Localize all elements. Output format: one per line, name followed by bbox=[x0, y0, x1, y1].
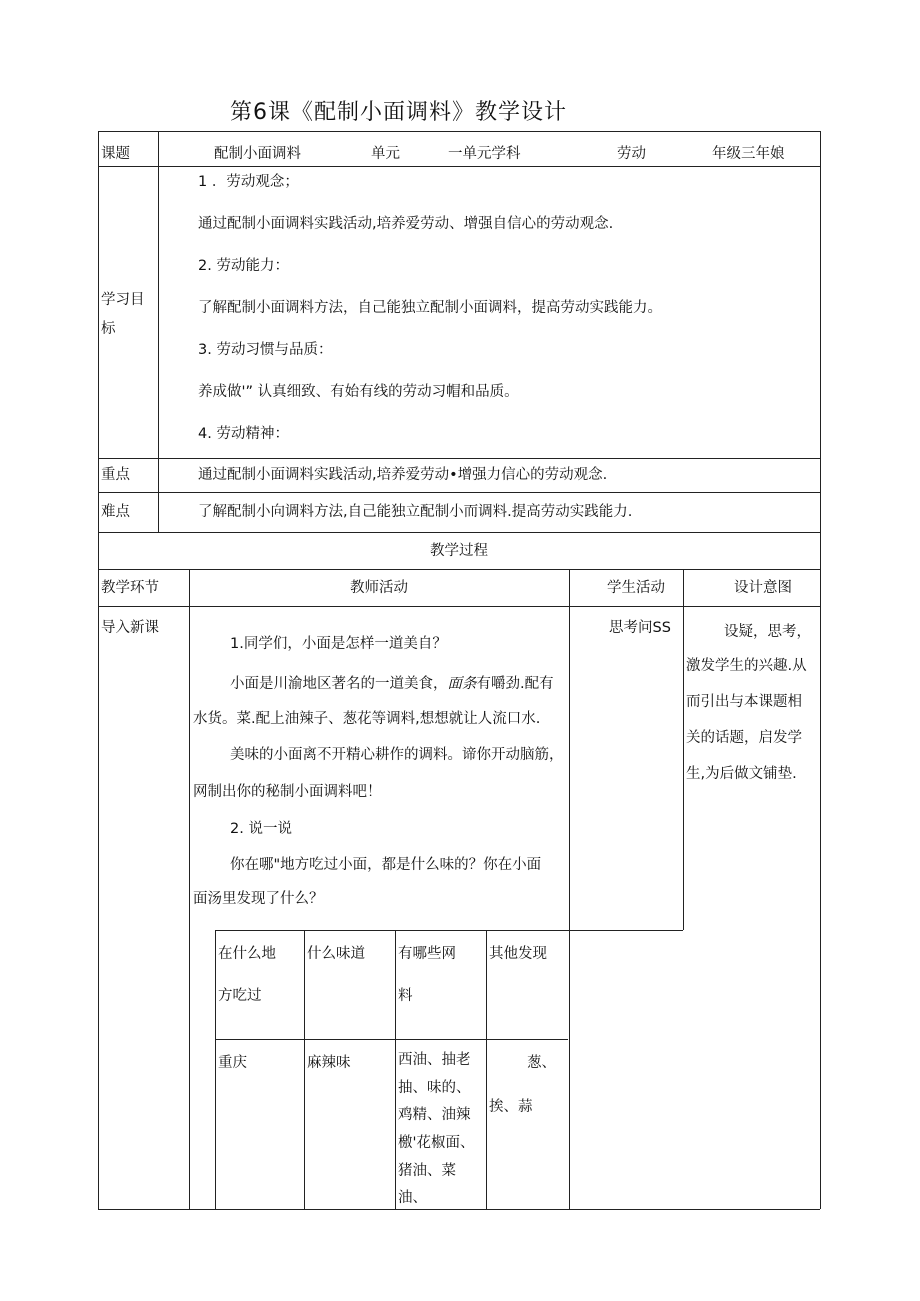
stage-name: 导入新课 bbox=[101, 620, 159, 636]
objective-item: 养成做'” 认真细致、有始有线的劳动习帽和品质。 bbox=[198, 384, 519, 400]
objective-item: 3. 劳动习惯与品质： bbox=[198, 342, 333, 358]
teacher-line: 美味的小面离不开精心耕作的调料。谛你开动脑筋， bbox=[230, 747, 564, 763]
intent-line: 激发学生的兴趣.从 bbox=[686, 658, 807, 674]
objective-item: 4. 劳动精神： bbox=[198, 426, 289, 442]
difficult-point-label: 难点 bbox=[101, 504, 130, 520]
header-teacher: 教师活动 bbox=[350, 580, 408, 596]
header-intent: 设计意图 bbox=[734, 580, 792, 596]
document-title: 第6课《配制小面调料》教学设计 bbox=[230, 100, 567, 125]
inner-cell-taste: 麻辣味 bbox=[307, 1055, 351, 1071]
inner-cell-other: 挨、蒜 bbox=[489, 1099, 533, 1115]
unit-label: 单元 bbox=[371, 146, 400, 162]
process-heading: 教学过程 bbox=[430, 543, 488, 559]
intent-line: 生,为后做文铺垫. bbox=[686, 766, 797, 782]
teacher-line bbox=[230, 676, 554, 693]
difficult-point-text: 了解配制小向调料方法,自己能独立配制小而调料.提高劳动实践能力. bbox=[198, 504, 633, 520]
header-stage: 教学环节 bbox=[101, 580, 159, 596]
teacher-line: 面汤里发现了什么？ bbox=[193, 891, 324, 907]
objective-item: 1 ．劳动观念； bbox=[198, 174, 299, 190]
key-point-text: 通过配制小面调料实践活动,培养爱劳动•增强力信心的劳动观念. bbox=[198, 467, 608, 483]
inner-cell-ingredient: 西油、抽老 bbox=[398, 1052, 471, 1068]
inner-header-ingredients: 料 bbox=[398, 988, 413, 1004]
grade-value: 年级三年娘 bbox=[712, 146, 785, 162]
objective-item: 2. 劳动能力： bbox=[198, 258, 289, 274]
teacher-line: 2. 说一说 bbox=[230, 821, 292, 837]
teacher-line: 你在哪"地方吃过小面，都是什么味的？你在小面 bbox=[230, 857, 542, 873]
inner-cell-ingredient: 油、 bbox=[398, 1190, 427, 1206]
objectives-label-line2: 标 bbox=[101, 321, 116, 337]
inner-header-place: 方吃过 bbox=[218, 988, 262, 1004]
inner-cell-other: 葱、 bbox=[527, 1055, 556, 1071]
objective-item: 了解配制小面调料方法，自己能独立配制小面调料，提高劳动实践能力。 bbox=[198, 300, 662, 316]
subject-value: 劳动 bbox=[617, 146, 646, 162]
intent-line: 关的话题，启发学 bbox=[686, 730, 802, 746]
teacher-line: 网制出你的秘制小面调料吧！ bbox=[193, 784, 382, 800]
inner-cell-ingredient: 猪油、菜 bbox=[398, 1163, 456, 1179]
teacher-line-italic: 面条 bbox=[447, 676, 477, 692]
objectives-label-line1: 学习目 bbox=[101, 292, 145, 308]
inner-cell-ingredient: 鸡精、油辣 bbox=[398, 1107, 471, 1123]
inner-cell-place: 重庆 bbox=[218, 1055, 247, 1071]
inner-cell-ingredient: 檄'花椒面、 bbox=[398, 1135, 475, 1151]
topic-value: 配制小面调料 bbox=[214, 146, 301, 162]
header-student: 学生活动 bbox=[607, 580, 665, 596]
inner-cell-ingredient: 抽、味的、 bbox=[398, 1080, 471, 1096]
intent-line: 而引出与本课题相 bbox=[686, 694, 802, 710]
student-activity: 思考问SS bbox=[609, 620, 671, 636]
inner-header-ingredients: 有哪些网 bbox=[398, 946, 456, 962]
teacher-line-part: 小面是川渝地区著名的一道美食， bbox=[230, 676, 448, 692]
teacher-line: 水货。菜.配上油辣子、葱花等调料,想想就让人流口水. bbox=[193, 711, 541, 727]
intent-line: 设疑，思考， bbox=[724, 624, 811, 640]
teacher-line: 1.同学们，小面是怎样一道美自？ bbox=[230, 636, 447, 652]
inner-header-other: 其他发现 bbox=[489, 946, 547, 962]
inner-header-taste: 什么味道 bbox=[307, 946, 365, 962]
key-point-label: 重点 bbox=[101, 467, 130, 483]
unit-value: 一单元学科 bbox=[448, 146, 521, 162]
topic-label: 课题 bbox=[101, 146, 130, 162]
inner-header-place: 在什么地 bbox=[218, 946, 276, 962]
teacher-line-part: 有嚼劲.配有 bbox=[476, 676, 554, 692]
objective-item: 通过配制小面调料实践活动,培养爱劳动、增强自信心的劳动观念. bbox=[198, 216, 614, 232]
